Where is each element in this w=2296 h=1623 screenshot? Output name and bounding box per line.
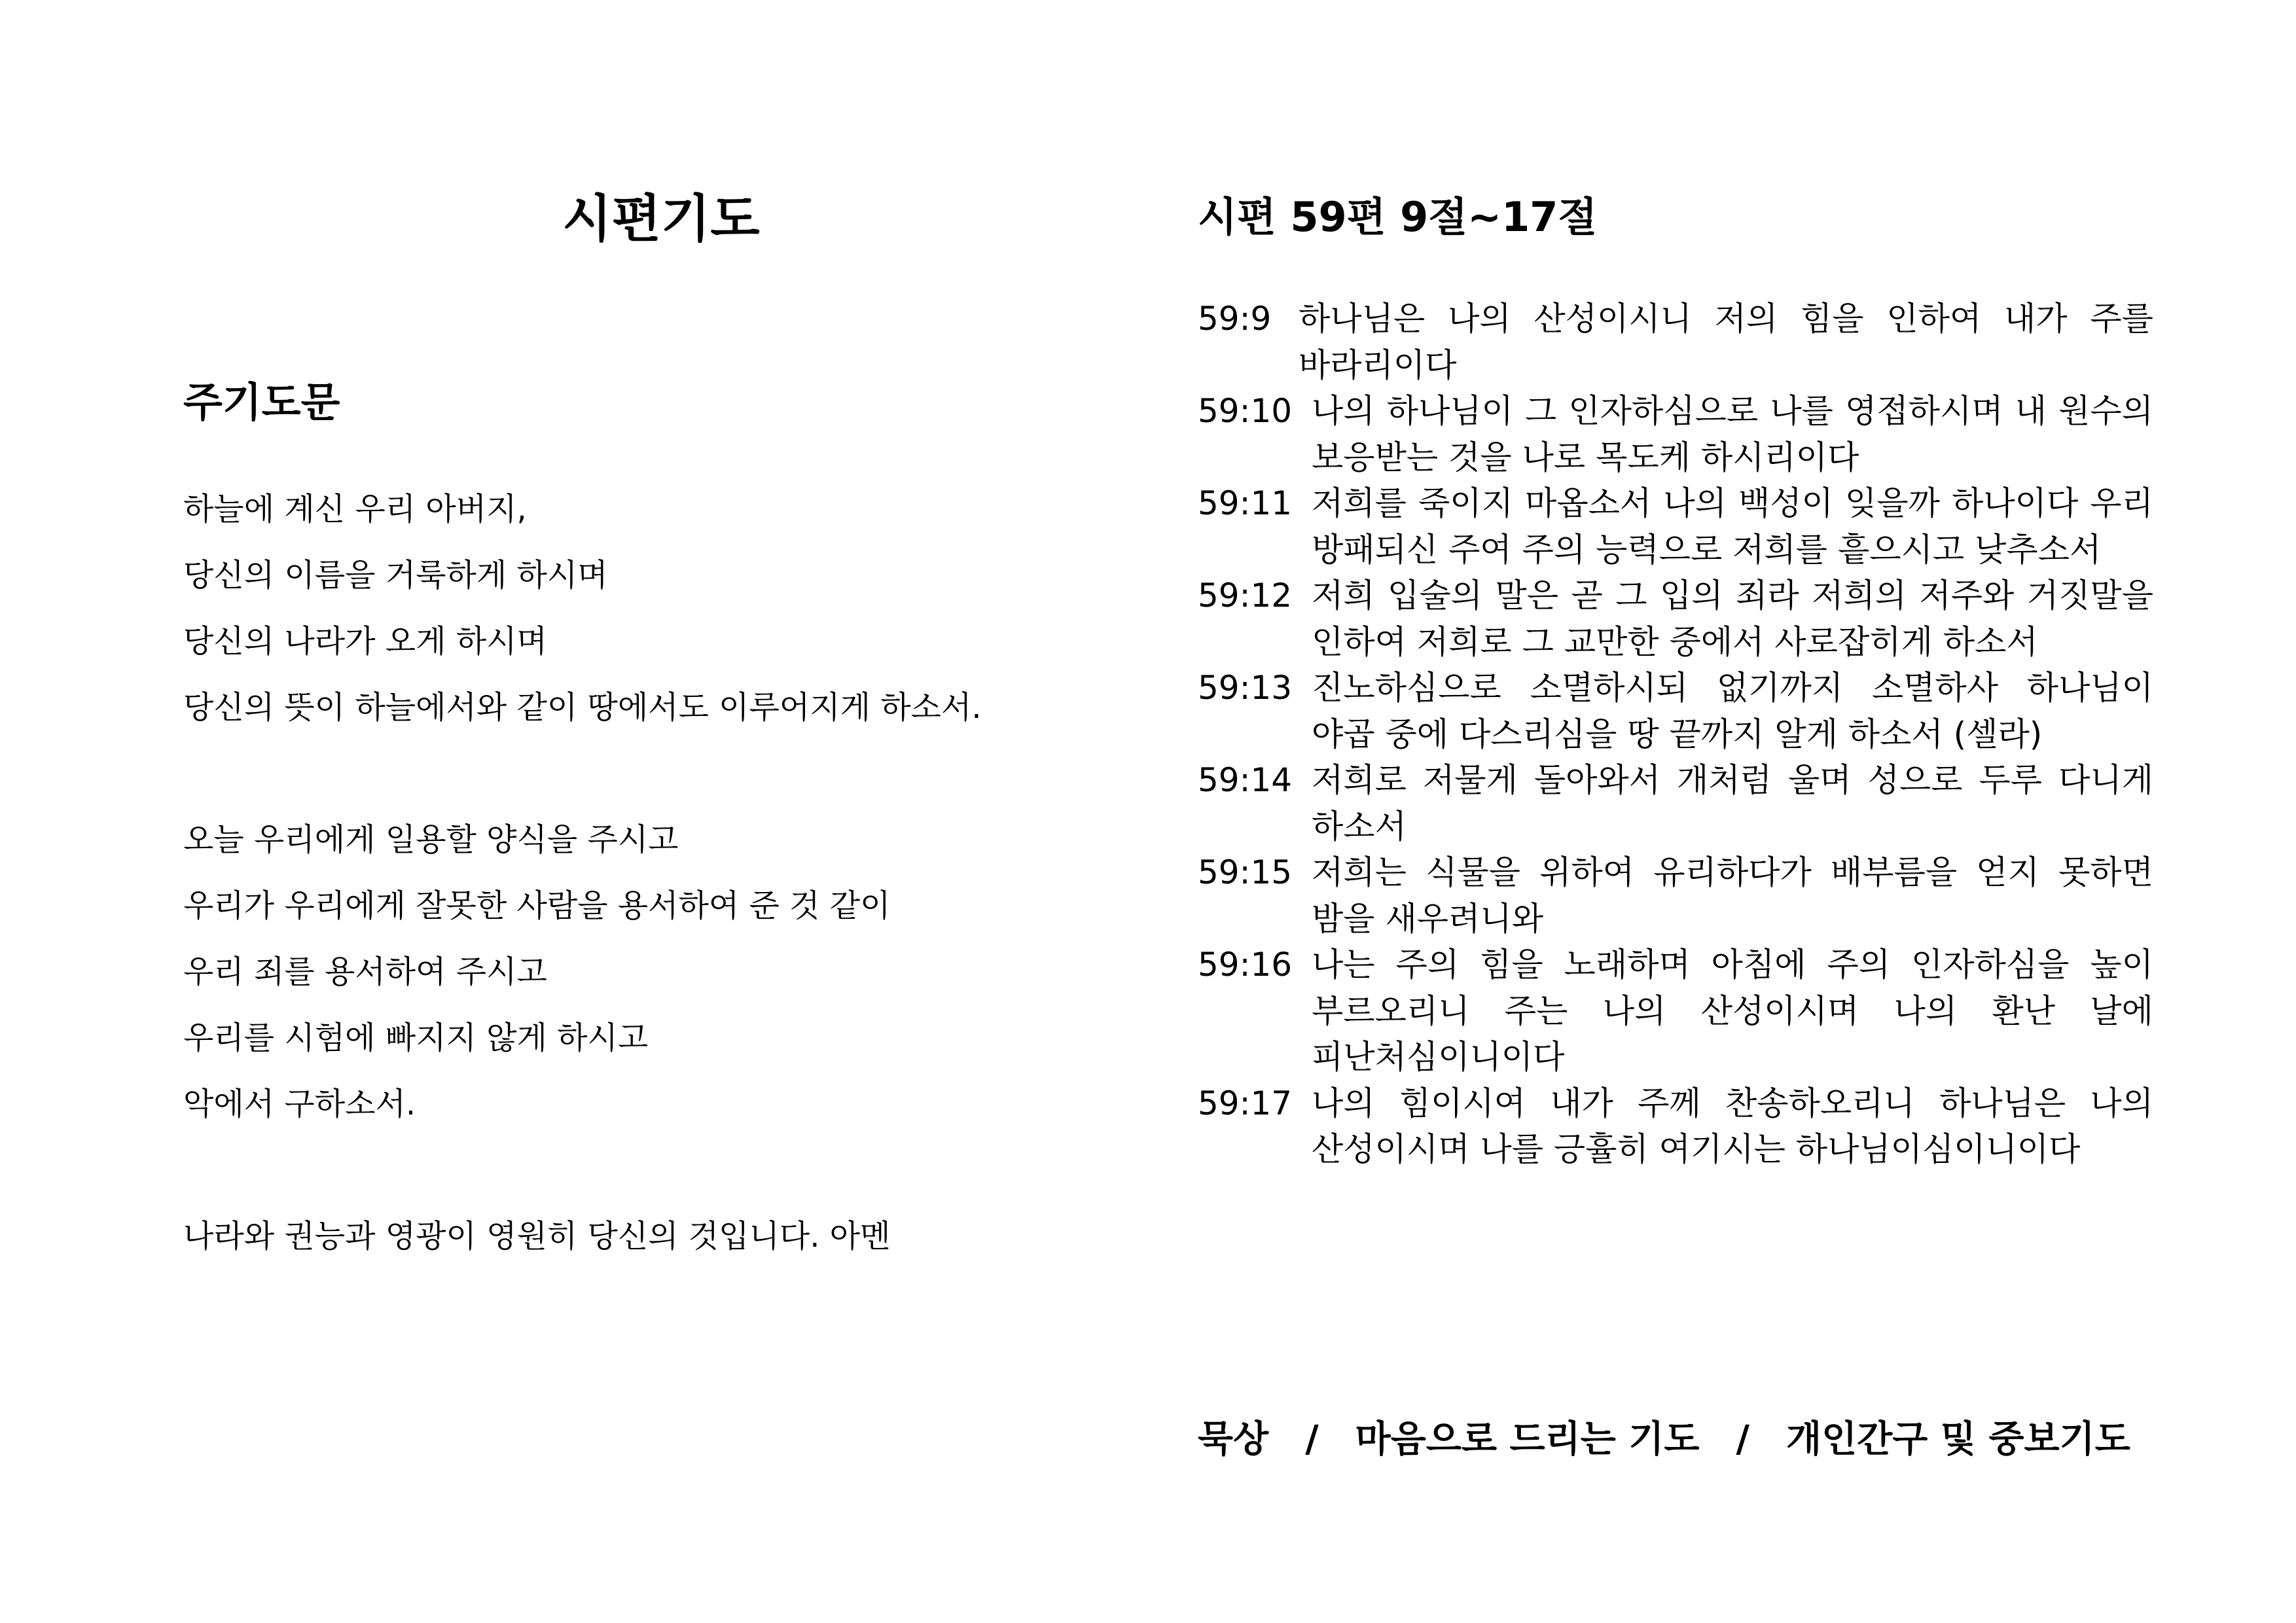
prayer-line: 당신의 나라가 오게 하시며	[183, 623, 547, 660]
verse-ref: 59:11	[1198, 484, 1293, 522]
verse-list	[1198, 296, 2153, 1173]
prayer-line: 하늘에 계신 우리 아버지,	[183, 491, 527, 527]
verse-text: 나의 하나님이 그 인자하심으로 나를 영접하시며 내 원수의 보응받는 것을 나로 목도케 하시리이다	[1312, 392, 2153, 476]
meditation-label: 묵상	[1198, 1418, 1269, 1461]
devotion-steps	[1198, 1414, 2130, 1466]
verse-text: 저희로 저물게 돌아와서 개처럼 울며 성으로 두루 다니게 하소서	[1312, 761, 2153, 846]
verse-text: 저희는 식물을 위하여 유리하다가 배부름을 얻지 못하면 밤을 새우려니와	[1312, 853, 2153, 938]
prayer-line: 악에서 구하소서.	[183, 1086, 416, 1122]
verse-ref: 59:10	[1198, 392, 1293, 430]
prayer-line: 우리 죄를 용서하여 주시고	[183, 954, 547, 990]
verse-item	[1198, 757, 2153, 849]
verse-item	[1198, 296, 2153, 388]
prayer-line: 우리가 우리에게 잘못한 사람을 용서하여 준 것 같이	[183, 887, 891, 924]
prayer-line: 당신의 뜻이 하늘에서와 같이 땅에서도 이루어지게 하소서.	[183, 689, 982, 726]
verse-item	[1198, 573, 2153, 665]
lords-prayer-heading: 주기도문	[183, 378, 340, 426]
separator: /	[1305, 1418, 1319, 1461]
verse-ref: 59:12	[1198, 577, 1293, 615]
verse-text: 진노하심으로 소멸하시되 없기까지 소멸하사 하나님이 야곱 중에 다스리심을 땅 끝까지 알게 하소서 (셀라)	[1312, 669, 2153, 753]
verse-ref: 59:15	[1198, 853, 1293, 891]
verse-ref: 59:13	[1198, 669, 1293, 707]
verse-item	[1198, 1080, 2153, 1173]
verse-text: 저희 입술의 말은 곧 그 입의 죄라 저희의 저주와 거짓말을 인하여 저희로 그 교만한 중에서 사로잡히게 하소서	[1312, 577, 2153, 661]
prayer-blank-line	[183, 741, 982, 807]
verse-item	[1198, 388, 2153, 480]
prayer-blank-line	[183, 1137, 982, 1204]
prayer-line: 우리를 시험에 빠지지 않게 하시고	[183, 1020, 649, 1056]
verse-item	[1198, 665, 2153, 757]
verse-text: 하나님은 나의 산성이시니 저의 힘을 인하여 내가 주를 바라리이다	[1299, 300, 2153, 384]
prayer-line: 오늘 우리에게 일용할 양식을 주시고	[183, 821, 679, 858]
verse-item	[1198, 942, 2153, 1080]
prayer-line: 나라와 권능과 영광이 영원히 당신의 것입니다. 아멘	[183, 1218, 891, 1255]
verse-ref: 59:14	[1198, 761, 1293, 799]
intercession-label: 개인간구 및 중보기도	[1785, 1418, 2130, 1461]
verse-item	[1198, 849, 2153, 942]
prayer-line: 당신의 이름을 거룩하게 하시며	[183, 557, 608, 594]
separator: /	[1736, 1418, 1749, 1461]
heart-prayer-label: 마음으로 드리는 기도	[1355, 1418, 1700, 1461]
verse-item	[1198, 480, 2153, 573]
verse-text: 저희를 죽이지 마옵소서 나의 백성이 잊을까 하나이다 우리 방패되신 주여 주의 능력으로 저희를 흩으시고 낮추소서	[1312, 484, 2153, 569]
verse-ref: 59:17	[1198, 1084, 1293, 1122]
verse-text: 나는 주의 힘을 노래하며 아침에 주의 인자하심을 높이 부르오리니 주는 나의 산성이시며 나의 환난 날에 피난처심이니이다	[1312, 946, 2153, 1076]
verse-text: 나의 힘이시여 내가 주께 찬송하오리니 하나님은 나의 산성이시며 나를 긍휼히 여기시는 하나님이심이니이다	[1312, 1084, 2153, 1168]
lords-prayer-text	[183, 476, 982, 1270]
document-title: 시편기도	[562, 190, 760, 249]
passage-title: 시편 59편 9절~17절	[1198, 193, 1598, 241]
verse-ref: 59:16	[1198, 946, 1293, 984]
verse-ref: 59:9	[1198, 300, 1272, 338]
